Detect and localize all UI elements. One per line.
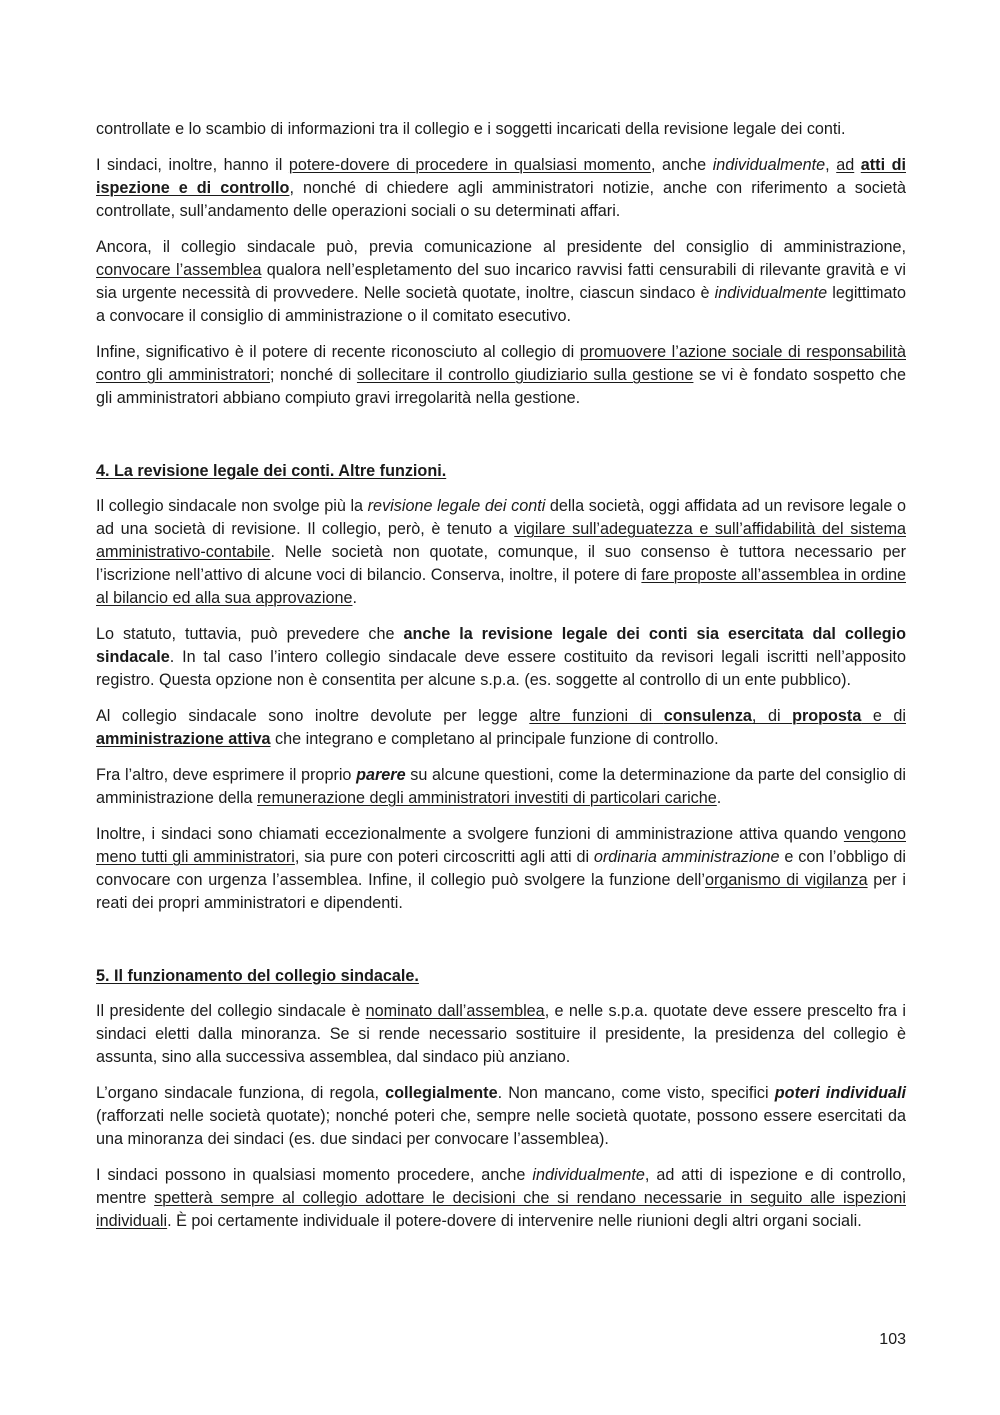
paragraph-9: Inoltre, i sindaci sono chiamati eccezionalmente a svolgere funzioni di amministrazione attiva quando vengono meno tutti gli amministratori, sia pure con poteri circoscritti agli atti di ordinaria amministrazione e con l’obbligo di convocare con urgenza l’assemblea. Infine, il collegio può svolgere la funzione dell’organismo di vigilanza per i reati dei propri amministratori e dipendenti. [96,825,906,912]
document-page [96,118,906,1246]
paragraph-1: controllate e lo scambio di informazioni tra il collegio e i soggetti incaricati della revisione legale dei conti. [96,120,846,138]
paragraph-12: I sindaci possono in qualsiasi momento procedere, anche individualmente, ad atti di ispezione e di controllo, mentre spetterà sempre al collegio adottare le decisioni che si rendano necessarie in seguito alle ispezioni individuali. È poi certamente individuale il potere-dovere di intervenire nelle riunioni degli altri organi sociali. [96,1166,906,1230]
paragraph-11: L’organo sindacale funziona, di regola, collegialmente. Non mancano, come visto, specifici poteri individuali (rafforzati nelle società quotate); nonché poteri che, sempre nelle società quotate, possono essere esercitati da una minoranza dei sindaci (es. due sindaci per convocare l’assemblea). [96,1084,906,1148]
paragraph-5: Il collegio sindacale non svolge più la revisione legale dei conti della società, oggi affidata ad un revisore legale o ad una società di revisione. Il collegio, però, è tenuto a vigilare sull’adeguatezza e sull’affidabilità del sistema amministrativo-contabile. Nelle società non quotate, comunque, il suo consenso è tuttora necessario per l’iscrizione nell’attivo di alcune voci di bilancio. Conserva, inoltre, il potere di fare proposte all’assemblea in ordine al bilancio ed alla sua approvazione. [96,497,906,607]
page-number: 103 [879,1331,906,1348]
section-heading-5: 5. Il funzionamento del collegio sindacale. [96,967,419,985]
paragraph-3: Ancora, il collegio sindacale può, previa comunicazione al presidente del consiglio di amministrazione, convocare l’assemblea qualora nell’espletamento del suo incarico ravvisi fatti censurabili di rilevante gravità e vi sia urgente necessità di provvedere. Nelle società quotate, inoltre, ciascun sindaco è individualmente legittimato a convocare il consiglio di amministrazione o il comitato esecutivo. [96,238,907,325]
section-heading-4: 4. La revisione legale dei conti. Altre funzioni. [96,462,447,480]
paragraph-6: Lo statuto, tuttavia, può prevedere che anche la revisione legale dei conti sia esercitata dal collegio sindacale. In tal caso l’intero collegio sindacale deve essere costituito da revisori legali iscritti nell’apposito registro. Questa opzione non è consentita per alcune s.p.a. (es. soggette al controllo di un ente pubblico). [96,625,906,689]
paragraph-4: Infine, significativo è il potere di recente riconosciuto al collegio di promuovere l’azione sociale di responsabilità contro gli amministratori; nonché di sollecitare il controllo giudiziario sulla gestione se vi è fondato sospetto che gli amministratori abbiano compiuto gravi irregolarità nella gestione. [96,343,906,407]
paragraph-7: Al collegio sindacale sono inoltre devolute per legge altre funzioni di consulenza, di proposta e di amministrazione attiva che integrano e completano al principale funzione di controllo. [96,707,906,748]
paragraph-10: Il presidente del collegio sindacale è nominato dall’assemblea, e nelle s.p.a. quotate deve essere prescelto fra i sindaci eletti dalla minoranza. Se si rende necessario sostituire il presidente, la presidenza del collegio è assunta, sino alla successiva assemblea, dal sindaco più anziano. [96,1002,906,1066]
paragraph-8: Fra l’altro, deve esprimere il proprio parere su alcune questioni, come la determinazione da parte del consiglio di amministrazione della remunerazione degli amministratori investiti di particolari cariche. [96,766,906,807]
paragraph-2: I sindaci, inoltre, hanno il potere-dovere di procedere in qualsiasi momento, anche individualmente, ad atti di ispezione e di controllo, nonché di chiedere agli amministratori notizie, anche con riferimento a società controllate, sull’andamento delle operazioni sociali o su determinati affari. [96,156,906,220]
